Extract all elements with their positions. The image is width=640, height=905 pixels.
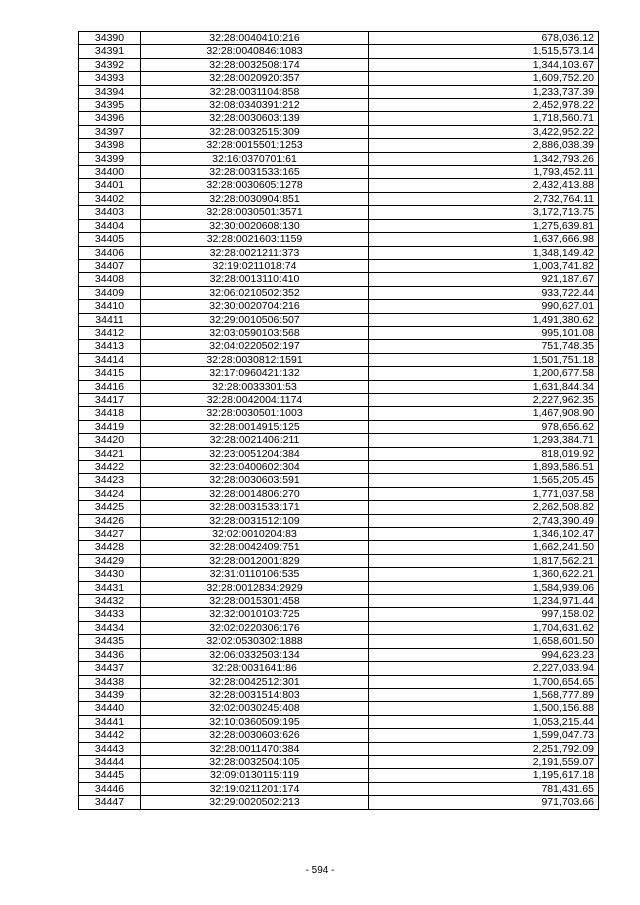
cadastral-number-cell: 32:28:0042409:751 xyxy=(141,541,369,554)
amount-cell: 1,195,617.18 xyxy=(369,769,599,782)
cadastral-number-cell: 32:28:0030904:851 xyxy=(141,192,369,205)
amount-cell: 1,053,215.44 xyxy=(369,715,599,728)
cadastral-number-cell: 32:10:0360509:195 xyxy=(141,715,369,728)
table-row xyxy=(79,755,599,768)
amount-cell: 1,817,562.21 xyxy=(369,554,599,567)
table-row xyxy=(79,85,599,98)
row-number-cell: 34417 xyxy=(79,393,141,406)
table-row xyxy=(79,487,599,500)
table-row xyxy=(79,635,599,648)
amount-cell: 1,631,844.34 xyxy=(369,380,599,393)
table-row xyxy=(79,326,599,339)
amount-cell: 1,599,047.73 xyxy=(369,729,599,742)
cadastral-number-cell: 32:29:0020502:213 xyxy=(141,796,369,809)
amount-cell: 1,234,971.44 xyxy=(369,595,599,608)
table-row xyxy=(79,139,599,152)
cadastral-number-cell: 32:28:0031641:86 xyxy=(141,662,369,675)
cadastral-number-cell: 32:29:0010506:507 xyxy=(141,313,369,326)
amount-cell: 2,191,559.07 xyxy=(369,755,599,768)
row-number-cell: 34394 xyxy=(79,85,141,98)
amount-cell: 2,452,978.22 xyxy=(369,99,599,112)
table-row xyxy=(79,514,599,527)
row-number-cell: 34440 xyxy=(79,702,141,715)
row-number-cell: 34395 xyxy=(79,99,141,112)
amount-cell: 1,233,737.39 xyxy=(369,85,599,98)
amount-cell: 1,658,601.50 xyxy=(369,635,599,648)
cadastral-number-cell: 32:28:0021406:211 xyxy=(141,434,369,447)
amount-cell: 997,158.02 xyxy=(369,608,599,621)
cadastral-number-cell: 32:09:0130115:119 xyxy=(141,769,369,782)
table-row xyxy=(79,581,599,594)
amount-cell: 1,565,205.45 xyxy=(369,474,599,487)
row-number-cell: 34415 xyxy=(79,367,141,380)
cadastral-number-cell: 32:16:0370701:61 xyxy=(141,152,369,165)
row-number-cell: 34428 xyxy=(79,541,141,554)
row-number-cell: 34445 xyxy=(79,769,141,782)
amount-cell: 3,172,713.75 xyxy=(369,206,599,219)
cadastral-number-cell: 32:28:0030501:3571 xyxy=(141,206,369,219)
table-row xyxy=(79,58,599,71)
table-row xyxy=(79,474,599,487)
amount-cell: 1,609,752.20 xyxy=(369,72,599,85)
table-row xyxy=(79,380,599,393)
amount-cell: 1,275,639.81 xyxy=(369,219,599,232)
cadastral-number-cell: 32:28:0014915:125 xyxy=(141,420,369,433)
cadastral-number-cell: 32:31:0110106:535 xyxy=(141,568,369,581)
cadastral-number-cell: 32:30:0020704:216 xyxy=(141,300,369,313)
cadastral-number-cell: 32:28:0021211:373 xyxy=(141,246,369,259)
row-number-cell: 34402 xyxy=(79,192,141,205)
table-row xyxy=(79,434,599,447)
row-number-cell: 34404 xyxy=(79,219,141,232)
table-row xyxy=(79,340,599,353)
table-row xyxy=(79,125,599,138)
row-number-cell: 34418 xyxy=(79,407,141,420)
amount-cell: 933,722.44 xyxy=(369,286,599,299)
table-row xyxy=(79,206,599,219)
cadastral-number-cell: 32:28:0030501:1003 xyxy=(141,407,369,420)
row-number-cell: 34427 xyxy=(79,528,141,541)
table-row xyxy=(79,595,599,608)
table-row xyxy=(79,782,599,795)
amount-cell: 1,501,751.18 xyxy=(369,353,599,366)
cadastral-number-cell: 32:19:0211018:74 xyxy=(141,259,369,272)
table-body xyxy=(79,32,599,810)
table-row xyxy=(79,112,599,125)
table-row xyxy=(79,367,599,380)
amount-cell: 818,019.92 xyxy=(369,447,599,460)
row-number-cell: 34433 xyxy=(79,608,141,621)
row-number-cell: 34393 xyxy=(79,72,141,85)
amount-cell: 678,036.12 xyxy=(369,32,599,45)
table-row xyxy=(79,152,599,165)
row-number-cell: 34399 xyxy=(79,152,141,165)
cadastral-number-cell: 32:28:0011470:384 xyxy=(141,742,369,755)
amount-cell: 1,704,631.62 xyxy=(369,621,599,634)
row-number-cell: 34439 xyxy=(79,688,141,701)
amount-cell: 1,467,908.90 xyxy=(369,407,599,420)
row-number-cell: 34414 xyxy=(79,353,141,366)
amount-cell: 1,568,777.89 xyxy=(369,688,599,701)
table-row xyxy=(79,45,599,58)
amount-cell: 2,251,792.09 xyxy=(369,742,599,755)
amount-cell: 3,422,952.22 xyxy=(369,125,599,138)
row-number-cell: 34398 xyxy=(79,139,141,152)
table-row xyxy=(79,715,599,728)
row-number-cell: 34412 xyxy=(79,326,141,339)
row-number-cell: 34431 xyxy=(79,581,141,594)
table-row xyxy=(79,259,599,272)
table-row xyxy=(79,72,599,85)
cadastral-number-cell: 32:32:0010103:725 xyxy=(141,608,369,621)
cadastral-number-cell: 32:02:0220306:176 xyxy=(141,621,369,634)
table-row xyxy=(79,273,599,286)
amount-cell: 994,623.23 xyxy=(369,648,599,661)
table-row xyxy=(79,219,599,232)
amount-cell: 1,342,793.26 xyxy=(369,152,599,165)
row-number-cell: 34400 xyxy=(79,166,141,179)
row-number-cell: 34403 xyxy=(79,206,141,219)
cadastral-number-cell: 32:28:0020920:357 xyxy=(141,72,369,85)
cadastral-number-cell: 32:28:0014806:270 xyxy=(141,487,369,500)
row-number-cell: 34437 xyxy=(79,662,141,675)
cadastral-number-cell: 32:28:0032515:309 xyxy=(141,125,369,138)
table-row xyxy=(79,286,599,299)
table-row xyxy=(79,501,599,514)
amount-cell: 2,262,508.82 xyxy=(369,501,599,514)
row-number-cell: 34416 xyxy=(79,380,141,393)
table-row xyxy=(79,461,599,474)
cadastral-number-cell: 32:28:0042004:1174 xyxy=(141,393,369,406)
cadastral-number-cell: 32:28:0033301:53 xyxy=(141,380,369,393)
amount-cell: 1,584,939.06 xyxy=(369,581,599,594)
row-number-cell: 34446 xyxy=(79,782,141,795)
cadastral-number-cell: 32:28:0031533:171 xyxy=(141,501,369,514)
table-row xyxy=(79,300,599,313)
cadastral-number-cell: 32:28:0030812:1591 xyxy=(141,353,369,366)
row-number-cell: 34406 xyxy=(79,246,141,259)
row-number-cell: 34443 xyxy=(79,742,141,755)
table-row xyxy=(79,528,599,541)
amount-cell: 781,431.65 xyxy=(369,782,599,795)
row-number-cell: 34444 xyxy=(79,755,141,768)
amount-cell: 1,491,380.62 xyxy=(369,313,599,326)
row-number-cell: 34390 xyxy=(79,32,141,45)
table-row xyxy=(79,179,599,192)
cadastral-number-cell: 32:28:0015301:458 xyxy=(141,595,369,608)
row-number-cell: 34435 xyxy=(79,635,141,648)
cadastral-number-cell: 32:28:0031533:165 xyxy=(141,166,369,179)
amount-cell: 1,637,666.98 xyxy=(369,233,599,246)
amount-cell: 1,360,622.21 xyxy=(369,568,599,581)
table-row xyxy=(79,313,599,326)
row-number-cell: 34436 xyxy=(79,648,141,661)
table-row xyxy=(79,246,599,259)
table-row xyxy=(79,702,599,715)
amount-cell: 2,227,033.94 xyxy=(369,662,599,675)
row-number-cell: 34405 xyxy=(79,233,141,246)
table-row xyxy=(79,675,599,688)
amount-cell: 1,718,560.71 xyxy=(369,112,599,125)
table-row xyxy=(79,554,599,567)
amount-cell: 971,703.66 xyxy=(369,796,599,809)
amount-cell: 1,348,149.42 xyxy=(369,246,599,259)
cadastral-number-cell: 32:28:0021603:1159 xyxy=(141,233,369,246)
amount-cell: 1,515,573.14 xyxy=(369,45,599,58)
table-row xyxy=(79,407,599,420)
table-row xyxy=(79,662,599,675)
cadastral-number-cell: 32:19:0211201:174 xyxy=(141,782,369,795)
row-number-cell: 34407 xyxy=(79,259,141,272)
page-number: - 594 - xyxy=(305,865,335,876)
cadastral-number-cell: 32:28:0040410:216 xyxy=(141,32,369,45)
row-number-cell: 34413 xyxy=(79,340,141,353)
amount-cell: 1,346,102.47 xyxy=(369,528,599,541)
table-row xyxy=(79,621,599,634)
row-number-cell: 34432 xyxy=(79,595,141,608)
cadastral-number-cell: 32:28:0032508:174 xyxy=(141,58,369,71)
row-number-cell: 34397 xyxy=(79,125,141,138)
table-row xyxy=(79,796,599,809)
cadastral-number-cell: 32:02:0530302:1888 xyxy=(141,635,369,648)
amount-cell: 1,200,677.58 xyxy=(369,367,599,380)
cadastral-number-cell: 32:28:0031514:803 xyxy=(141,688,369,701)
amount-cell: 1,793,452.11 xyxy=(369,166,599,179)
row-number-cell: 34430 xyxy=(79,568,141,581)
table-row xyxy=(79,688,599,701)
row-number-cell: 34401 xyxy=(79,179,141,192)
row-number-cell: 34426 xyxy=(79,514,141,527)
table-row xyxy=(79,608,599,621)
amount-cell: 1,003,741.82 xyxy=(369,259,599,272)
cadastral-number-cell: 32:03:0590103:568 xyxy=(141,326,369,339)
data-table xyxy=(78,31,599,810)
amount-cell: 2,743,390.49 xyxy=(369,514,599,527)
amount-cell: 2,227,962.35 xyxy=(369,393,599,406)
cadastral-number-cell: 32:02:0010204:83 xyxy=(141,528,369,541)
row-number-cell: 34422 xyxy=(79,461,141,474)
table-row xyxy=(79,541,599,554)
amount-cell: 1,293,384.71 xyxy=(369,434,599,447)
cadastral-number-cell: 32:28:0012001:829 xyxy=(141,554,369,567)
row-number-cell: 34434 xyxy=(79,621,141,634)
amount-cell: 1,344,103.67 xyxy=(369,58,599,71)
amount-cell: 1,893,586.51 xyxy=(369,461,599,474)
table-row xyxy=(79,32,599,45)
cadastral-number-cell: 32:28:0031104:858 xyxy=(141,85,369,98)
row-number-cell: 34410 xyxy=(79,300,141,313)
table-row xyxy=(79,99,599,112)
amount-cell: 1,662,241.50 xyxy=(369,541,599,554)
table-row xyxy=(79,233,599,246)
cadastral-number-cell: 32:28:0030603:626 xyxy=(141,729,369,742)
table-row xyxy=(79,420,599,433)
row-number-cell: 34409 xyxy=(79,286,141,299)
amount-cell: 751,748.35 xyxy=(369,340,599,353)
cadastral-number-cell: 32:30:0020608:130 xyxy=(141,219,369,232)
cadastral-number-cell: 32:06:0210502:352 xyxy=(141,286,369,299)
table-row xyxy=(79,568,599,581)
row-number-cell: 34438 xyxy=(79,675,141,688)
cadastral-number-cell: 32:28:0015501:1253 xyxy=(141,139,369,152)
cadastral-number-cell: 32:28:0013110:410 xyxy=(141,273,369,286)
cadastral-number-cell: 32:28:0030603:591 xyxy=(141,474,369,487)
cadastral-number-cell: 32:28:0030605:1278 xyxy=(141,179,369,192)
cadastral-number-cell: 32:28:0032504:105 xyxy=(141,755,369,768)
row-number-cell: 34442 xyxy=(79,729,141,742)
cadastral-number-cell: 32:28:0012834:2929 xyxy=(141,581,369,594)
row-number-cell: 34420 xyxy=(79,434,141,447)
cadastral-number-cell: 32:28:0030603:139 xyxy=(141,112,369,125)
cadastral-number-cell: 32:06:0332503:134 xyxy=(141,648,369,661)
cadastral-number-cell: 32:04:0220502:197 xyxy=(141,340,369,353)
row-number-cell: 34423 xyxy=(79,474,141,487)
cadastral-number-cell: 32:17:0960421:132 xyxy=(141,367,369,380)
table-row xyxy=(79,729,599,742)
row-number-cell: 34392 xyxy=(79,58,141,71)
table-row xyxy=(79,769,599,782)
row-number-cell: 34425 xyxy=(79,501,141,514)
amount-cell: 2,432,413.88 xyxy=(369,179,599,192)
cadastral-number-cell: 32:28:0042512:301 xyxy=(141,675,369,688)
table-row xyxy=(79,742,599,755)
amount-cell: 978,656.62 xyxy=(369,420,599,433)
row-number-cell: 34421 xyxy=(79,447,141,460)
table-row xyxy=(79,166,599,179)
row-number-cell: 34411 xyxy=(79,313,141,326)
cadastral-number-cell: 32:23:0051204:384 xyxy=(141,447,369,460)
row-number-cell: 34441 xyxy=(79,715,141,728)
amount-cell: 2,732,764.11 xyxy=(369,192,599,205)
cadastral-number-cell: 32:28:0031512:109 xyxy=(141,514,369,527)
amount-cell: 2,886,038.39 xyxy=(369,139,599,152)
amount-cell: 1,771,037.58 xyxy=(369,487,599,500)
row-number-cell: 34419 xyxy=(79,420,141,433)
row-number-cell: 34424 xyxy=(79,487,141,500)
table-row xyxy=(79,447,599,460)
cadastral-number-cell: 32:02:0030245:408 xyxy=(141,702,369,715)
table-row xyxy=(79,393,599,406)
row-number-cell: 34391 xyxy=(79,45,141,58)
amount-cell: 1,500,156.88 xyxy=(369,702,599,715)
table-row xyxy=(79,192,599,205)
amount-cell: 990,627.01 xyxy=(369,300,599,313)
row-number-cell: 34408 xyxy=(79,273,141,286)
amount-cell: 921,187.67 xyxy=(369,273,599,286)
row-number-cell: 34429 xyxy=(79,554,141,567)
table-row xyxy=(79,648,599,661)
cadastral-number-cell: 32:23:0400602:304 xyxy=(141,461,369,474)
amount-cell: 995,101.08 xyxy=(369,326,599,339)
amount-cell: 1,700,654.65 xyxy=(369,675,599,688)
row-number-cell: 34396 xyxy=(79,112,141,125)
cadastral-number-cell: 32:08:0340391:212 xyxy=(141,99,369,112)
cadastral-number-cell: 32:28:0040846:1083 xyxy=(141,45,369,58)
table-row xyxy=(79,353,599,366)
row-number-cell: 34447 xyxy=(79,796,141,809)
